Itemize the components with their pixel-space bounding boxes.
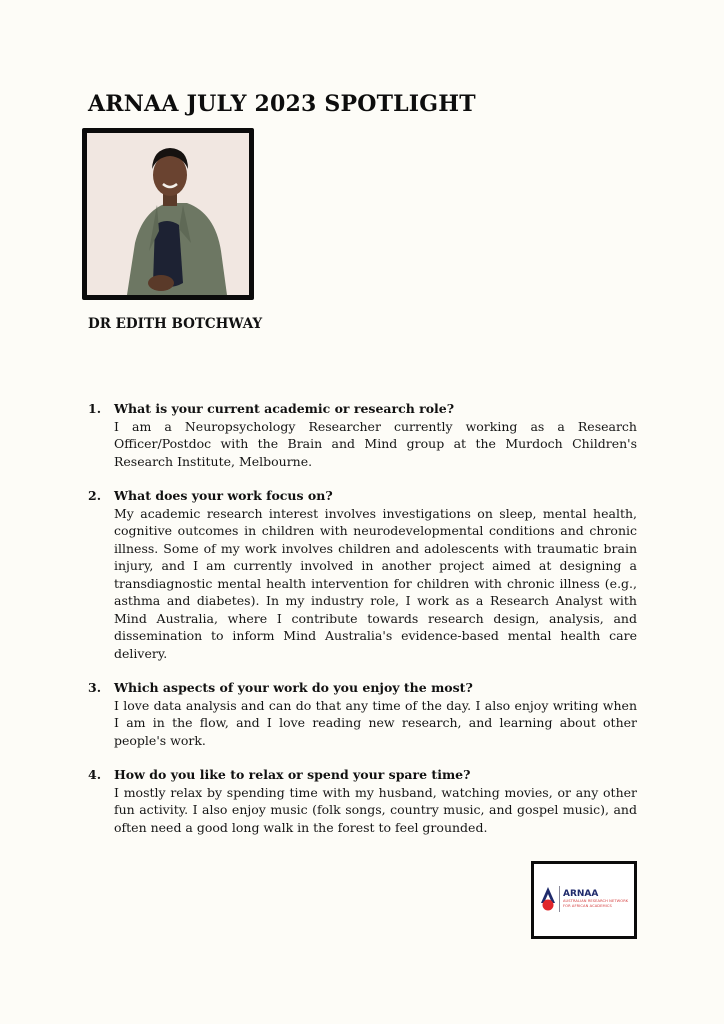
qa-question: What does your work focus on? <box>114 488 333 503</box>
qa-item <box>88 766 637 836</box>
qa-answer: My academic research interest involves investigations on sleep, mental health, cognitive outcomes in children with neurodevelopmental conditions and chronic illness. Some of my work involves children and adolescents with traumatic brain injury, and I am currently involved in another project aimed at designing a transdiagnostic mental health intervention for children with chronic illness (e.g., asthma and diabetes). In my industry role, I work as a Research Analyst with Mind Australia, where I contribute towards research design, analysis, and dissemination to inform Mind Australia's evidence-based mental health care delivery. <box>114 505 637 661</box>
qa-item <box>88 679 637 749</box>
arnaa-logo-mark-icon <box>540 886 556 912</box>
profile-photo <box>82 128 254 300</box>
logo-tagline-line2: FOR AFRICAN ACADEMICS <box>563 904 612 908</box>
qa-number: 3. <box>88 680 102 695</box>
qa-answer: I mostly relax by spending time with my husband, watching movies, or any other fun activity. I also enjoy music (folk songs, country music, and gospel music), and often need a good long walk in the forest to feel grounded. <box>114 784 637 835</box>
qa-number: 2. <box>88 488 102 503</box>
logo-divider <box>559 886 560 912</box>
qa-number: 4. <box>88 767 102 782</box>
portrait-image <box>87 133 249 295</box>
page-title: ARNAA JULY 2023 SPOTLIGHT <box>88 91 476 117</box>
arnaa-logo <box>531 861 637 939</box>
logo-text <box>563 889 628 909</box>
qa-item <box>88 400 637 470</box>
qa-question: What is your current academic or research role? <box>114 401 455 416</box>
qa-list <box>88 400 637 853</box>
qa-answer: I love data analysis and can do that any time of the day. I also enjoy writing when I am in the flow, and I love reading new research, and learning about other people's work. <box>114 697 637 748</box>
qa-answer: I am a Neuropsychology Researcher currently working as a Research Officer/Postdoc with the Brain and Mind group at the Murdoch Children's Research Institute, Melbourne. <box>114 418 637 469</box>
person-name: DR EDITH BOTCHWAY <box>88 316 263 332</box>
logo-name: ARNAA <box>563 889 599 899</box>
logo-tagline-line1: AUSTRALIAN RESEARCH NETWORK <box>563 899 629 903</box>
qa-number: 1. <box>88 401 102 416</box>
logo-lockup <box>540 886 628 912</box>
qa-question: Which aspects of your work do you enjoy the most? <box>114 680 473 695</box>
qa-item <box>88 487 637 662</box>
qa-question: How do you like to relax or spend your spare time? <box>114 767 471 782</box>
